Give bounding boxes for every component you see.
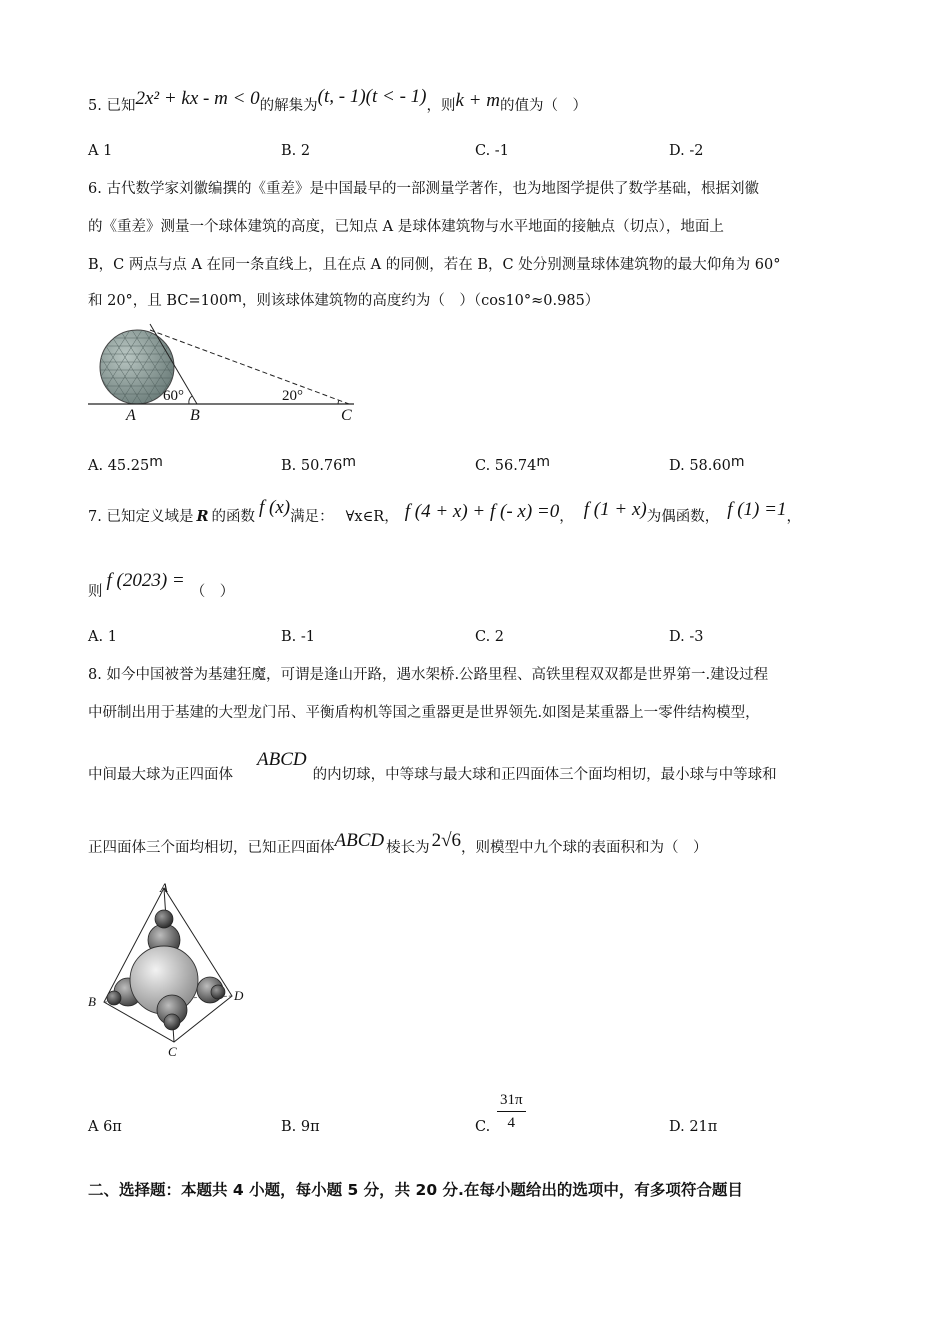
- q5-option-d: D. -2: [669, 143, 704, 159]
- point-b-label: B: [190, 407, 200, 424]
- vertex-a-label: A: [160, 880, 168, 895]
- q6-option-c: C. 56.74m: [475, 454, 550, 474]
- q5-option-c: C. -1: [475, 143, 509, 159]
- q8-line-2: 中研制出用于基建的大型龙门吊、平衡盾构机等国之重器更是世界领先.如图是某重器上一零件结构模型，: [88, 705, 760, 721]
- q5-option-a: A 1: [88, 143, 113, 159]
- section-2-header: 二、选择题：本题共 4 小题，每小题 5 分，共 20 分.在每小题给出的选项中，有多项符合题目: [88, 1181, 743, 1199]
- q6-option-b: B. 50.76m: [281, 454, 357, 474]
- q5-expression: k + m: [455, 90, 500, 111]
- angle-20-label: 20°: [282, 388, 303, 404]
- vertex-b-label: B: [88, 994, 96, 1009]
- q5-solution-set: (t, - 1)(t < - 1): [317, 86, 427, 107]
- q7-option-a: A. 1: [88, 629, 117, 645]
- q8-option-c-fraction: $\frac{31\pi}{4}$: [497, 1092, 526, 1132]
- q6-option-a: A. 45.25m: [88, 454, 163, 474]
- q6-line-3: B，C 两点与点 A 在同一条直线上，且在点 A 的同侧，若在 B，C 处分别测量球体建筑物的最大仰角为 60°: [88, 257, 781, 273]
- q8-line-3: 中间最大球为正四面体ABCD的内切球，中等球与最大球和正四面体三个面均相切，最小球与中等球和: [88, 749, 777, 783]
- point-a-label: A: [126, 407, 136, 424]
- q8-line-4: 正四面体三个面均相切，已知正四面体ABCD 棱长为 2√6，则模型中九个球的表面积和为（ ）: [88, 830, 708, 856]
- q5-option-b: B. 2: [281, 143, 311, 159]
- q8-option-d: D. 21π: [669, 1119, 718, 1135]
- vertex-d-label: D: [234, 988, 244, 1003]
- q8-option-a: A 6π: [88, 1119, 122, 1135]
- q7-question: 则f (2023) =（ ）: [88, 570, 235, 600]
- q8-tetrahedron-figure: [84, 876, 254, 1064]
- q7-stem: 7. 已知定义域是 R 的函数 f (x)满足： ∀x∈R， f (4 + x) + f (- x) =0， f (1 + x)为偶函数， f (1) =1，: [88, 497, 801, 525]
- angle-60-label: 60°: [163, 388, 184, 404]
- q5-inequality: 2x² + kx - m < 0: [135, 88, 260, 109]
- q7-option-d: D. -3: [669, 629, 704, 645]
- edge-length: 2√6: [431, 830, 462, 851]
- q6-option-d: D. 58.60m: [669, 454, 745, 474]
- q8-line-1: 8. 如今中国被誉为基建狂魔，可谓是逢山开路，遇水架桥.公路里程、高铁里程双双都是世界第一.建设过程: [88, 667, 769, 683]
- vertex-c-label: C: [168, 1044, 177, 1059]
- q7-option-c: C. 2: [475, 629, 505, 645]
- point-c-label: C: [341, 407, 352, 424]
- q6-line-4: 和 20°，且 BC=100m，则该球体建筑物的高度约为（ ）（cos10°≈0.985）: [88, 290, 600, 309]
- q8-option-b: B. 9π: [281, 1119, 320, 1135]
- q5-stem: 5. 已知2x² + kx - m < 0的解集为(t, - 1)(t < - 1)，则k + m的值为（ ）: [88, 86, 587, 114]
- q8-option-c-label: C.: [475, 1119, 491, 1135]
- q7-option-b: B. -1: [281, 629, 315, 645]
- q6-line-2: 的《重差》测量一个球体建筑的高度，已知点 A 是球体建筑物与水平地面的接触点（切点），地面上: [88, 219, 724, 235]
- q6-sphere-figure: [86, 320, 361, 424]
- q6-line-1: 6. 古代数学家刘徽编撰的《重差》是中国最早的一部测量学著作，也为地图学提供了数学基础，根据刘徽: [88, 181, 759, 197]
